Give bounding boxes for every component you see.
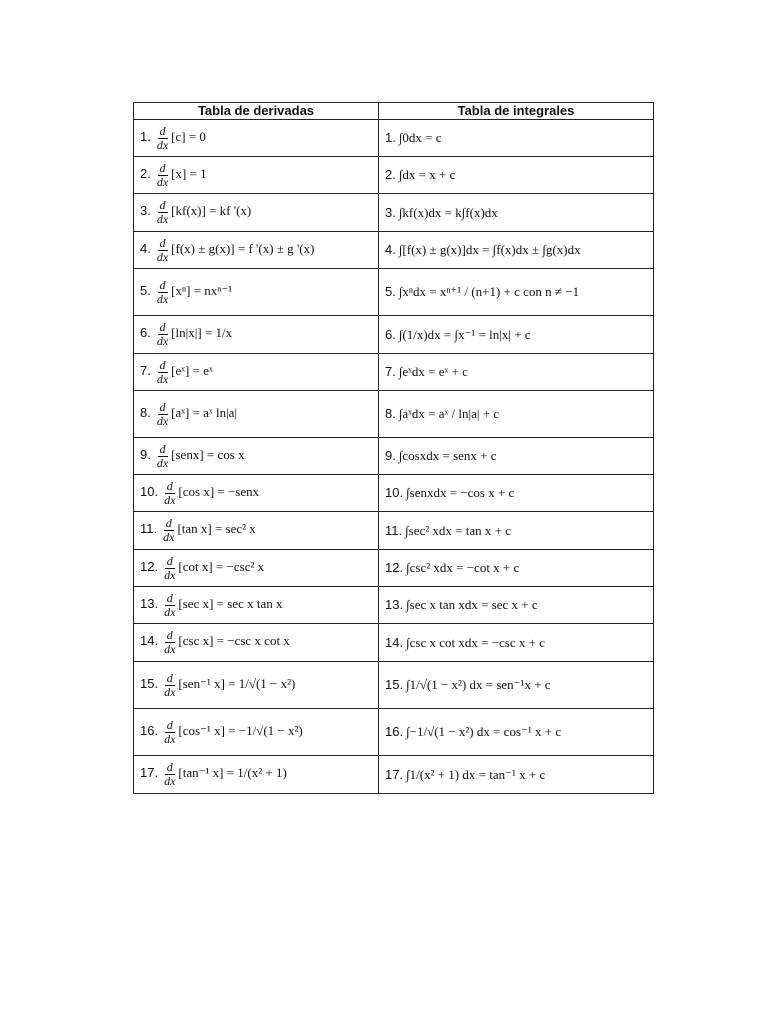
- derivative-cell: [134, 316, 379, 354]
- operator-numerator: d: [166, 717, 173, 732]
- derivative-cell: [134, 438, 379, 475]
- derivative-formula: [154, 320, 233, 348]
- table-row: [134, 709, 654, 756]
- derivative-formula: [154, 357, 213, 386]
- integral-formula: ∫dx = x + c: [398, 167, 456, 182]
- derivative-formula: [154, 235, 315, 264]
- integral-cell: [379, 587, 654, 624]
- integral-number: 5.: [385, 284, 396, 299]
- derivative-operator: [155, 162, 170, 188]
- integral-number: 7.: [385, 364, 396, 379]
- operator-denominator: dx: [164, 604, 176, 619]
- derivative-cell: [134, 550, 379, 587]
- derivative-operator: [155, 125, 170, 151]
- derivative-cell: [134, 709, 379, 756]
- derivative-expression: [kf(x)] = kf '(x): [171, 203, 252, 219]
- formula-table: [133, 102, 654, 794]
- integral-formula: ∫kf(x)dx = k∫f(x)dx: [398, 204, 498, 220]
- derivative-formula: [161, 760, 287, 788]
- integral-formula: ∫cosxdx = senx + c: [398, 448, 497, 463]
- operator-numerator: d: [166, 628, 173, 643]
- integral-formula: ∫senxdx = −cos x + c: [406, 485, 515, 500]
- derivative-expression: [f(x) ± g(x)] = f '(x) ± g '(x): [171, 240, 315, 256]
- integral-number: 3.: [385, 204, 396, 220]
- derivative-formula: [154, 277, 233, 306]
- derivative-formula: [154, 160, 207, 189]
- table-row: [134, 587, 654, 624]
- operator-numerator: d: [165, 516, 172, 531]
- operator-numerator: d: [159, 320, 166, 335]
- derivative-expression: [c] = 0: [171, 128, 206, 144]
- derivative-cell: [134, 391, 379, 438]
- derivative-number: 16.: [140, 722, 159, 738]
- derivative-cell: [134, 475, 379, 512]
- derivative-cell: [134, 232, 379, 269]
- derivative-expression: [x] = 1: [171, 165, 207, 181]
- derivative-formula: [161, 670, 296, 699]
- table-header-row: [134, 103, 654, 120]
- integral-cell: [379, 316, 654, 354]
- derivative-number: 17.: [140, 765, 159, 781]
- derivative-cell: [134, 354, 379, 391]
- integral-cell: [379, 475, 654, 512]
- derivative-formula: [160, 516, 256, 544]
- table-row: [134, 269, 654, 316]
- integral-number: 4.: [385, 242, 396, 257]
- operator-numerator: d: [166, 670, 173, 685]
- integral-formula: ∫−1/√(1 − x²) dx = cos⁻¹ x + c: [406, 724, 562, 739]
- derivative-formula: [154, 399, 238, 428]
- integral-cell: [379, 157, 654, 194]
- integral-number: 12.: [385, 560, 404, 575]
- table-row: [134, 120, 654, 157]
- derivative-number: 1.: [140, 128, 151, 144]
- integral-number: 15.: [385, 677, 404, 692]
- operator-denominator: dx: [164, 492, 176, 507]
- derivative-operator: [155, 279, 170, 305]
- table-row: [134, 194, 654, 232]
- integral-cell: [379, 194, 654, 232]
- integral-cell: [379, 709, 654, 756]
- integral-formula: ∫[f(x) ± g(x)]dx = ∫f(x)dx ± ∫g(x)dx: [398, 242, 581, 257]
- integral-formula: ∫csc² xdx = −cot x + c: [406, 560, 520, 575]
- derivative-expression: [senx] = cos x: [171, 446, 245, 462]
- derivative-number: 13.: [140, 595, 159, 611]
- derivative-cell: [134, 157, 379, 194]
- integral-cell: [379, 391, 654, 438]
- derivative-cell: [134, 512, 379, 550]
- integral-number: 16.: [385, 724, 404, 739]
- operator-numerator: d: [166, 760, 173, 775]
- derivative-number: 7.: [140, 362, 151, 378]
- integral-number: 11.: [385, 522, 403, 538]
- operator-denominator: dx: [156, 137, 169, 152]
- operator-numerator: d: [159, 198, 166, 213]
- operator-denominator: dx: [156, 249, 169, 264]
- operator-denominator: dx: [156, 291, 169, 306]
- table-row: [134, 157, 654, 194]
- integral-formula: ∫1/(x² + 1) dx = tan⁻¹ x + c: [406, 766, 546, 782]
- table-row: [134, 624, 654, 662]
- derivative-expression: [tan x] = sec² x: [177, 521, 256, 537]
- integral-cell: [379, 120, 654, 157]
- integral-cell: [379, 624, 654, 662]
- operator-denominator: dx: [163, 530, 175, 544]
- integral-formula: ∫sec x tan xdx = sec x + c: [406, 597, 538, 612]
- derivative-number: 14.: [140, 633, 159, 649]
- derivative-number: 9.: [140, 446, 151, 462]
- derivative-cell: [134, 194, 379, 232]
- integral-number: 13.: [385, 597, 404, 612]
- derivative-operator: [155, 321, 170, 347]
- derivative-number: 5.: [140, 282, 151, 298]
- derivative-cell: [134, 587, 379, 624]
- derivative-formula: [154, 441, 245, 470]
- derivative-expression: [eˣ] = eˣ: [171, 362, 213, 378]
- integral-formula: ∫aˣdx = aˣ / ln|a| + c: [398, 406, 500, 421]
- derivative-operator: [155, 401, 170, 427]
- table-row: [134, 232, 654, 269]
- derivative-number: 15.: [140, 675, 159, 691]
- integral-number: 8.: [385, 406, 396, 421]
- derivative-number: 8.: [140, 404, 151, 420]
- operator-denominator: dx: [156, 413, 169, 428]
- derivative-operator: [162, 480, 177, 506]
- operator-denominator: dx: [156, 174, 169, 189]
- integral-cell: [379, 354, 654, 391]
- derivative-cell: [134, 756, 379, 794]
- integral-cell: [379, 662, 654, 709]
- derivative-number: 2.: [140, 165, 151, 181]
- derivative-expression: [aˣ] = aˣ ln|a|: [171, 404, 238, 420]
- integrals-heading: Tabla de integrales: [379, 103, 654, 120]
- derivative-expression: [csc x] = −csc x cot x: [178, 633, 290, 649]
- operator-numerator: d: [166, 590, 173, 605]
- operator-denominator: dx: [156, 334, 169, 348]
- derivative-expression: [cos x] = −senx: [178, 483, 260, 499]
- derivative-formula: [161, 628, 290, 656]
- table-row: [134, 662, 654, 709]
- operator-denominator: dx: [156, 212, 169, 226]
- operator-numerator: d: [159, 123, 166, 138]
- derivative-formula: [161, 553, 265, 582]
- derivative-operator: [162, 629, 177, 655]
- derivative-cell: [134, 120, 379, 157]
- derivative-operator: [162, 555, 177, 581]
- integral-number: 1.: [385, 130, 396, 145]
- derivative-expression: [cos⁻¹ x] = −1/√(1 − x²): [178, 722, 303, 738]
- derivative-operator: [161, 517, 176, 543]
- derivative-formula: [161, 717, 303, 746]
- operator-denominator: dx: [164, 774, 176, 788]
- operator-numerator: d: [159, 235, 166, 250]
- integral-cell: [379, 512, 654, 550]
- integral-cell: [379, 550, 654, 587]
- derivative-expression: [cot x] = −csc² x: [178, 558, 265, 574]
- derivative-cell: [134, 269, 379, 316]
- table-row: [134, 354, 654, 391]
- derivative-expression: [sen⁻¹ x] = 1/√(1 − x²): [178, 675, 296, 691]
- derivative-cell: [134, 662, 379, 709]
- integral-number: 10.: [385, 485, 404, 500]
- operator-denominator: dx: [156, 371, 169, 386]
- derivative-operator: [155, 443, 170, 469]
- integral-number: 6.: [385, 326, 396, 342]
- table-row: [134, 391, 654, 438]
- derivative-expression: [sec x] = sec x tan x: [178, 595, 283, 611]
- table-row: [134, 438, 654, 475]
- table-body: [134, 120, 654, 794]
- derivative-operator: [162, 719, 177, 745]
- integral-number: 14.: [385, 634, 404, 650]
- derivative-formula: [154, 198, 252, 226]
- derivative-operator: [155, 237, 170, 263]
- integral-cell: [379, 756, 654, 794]
- derivative-formula: [154, 123, 206, 152]
- derivative-operator: [162, 672, 177, 698]
- integral-formula: ∫1/√(1 − x²) dx = sen⁻¹x + c: [406, 677, 551, 692]
- integral-formula: ∫0dx = c: [398, 130, 442, 145]
- derivative-number: 3.: [140, 203, 151, 219]
- integral-formula: ∫eˣdx = eˣ + c: [398, 364, 468, 379]
- integral-formula: ∫(1/x)dx = ∫x⁻¹ = ln|x| + c: [398, 326, 531, 342]
- operator-numerator: d: [159, 357, 166, 372]
- integral-cell: [379, 232, 654, 269]
- operator-denominator: dx: [156, 455, 169, 470]
- operator-denominator: dx: [164, 642, 176, 656]
- derivative-number: 6.: [140, 325, 151, 341]
- integral-formula: ∫sec² xdx = tan x + c: [405, 522, 511, 538]
- integral-cell: [379, 269, 654, 316]
- derivative-formula: [161, 478, 260, 507]
- derivative-number: 12.: [140, 558, 159, 574]
- derivative-operator: [155, 199, 170, 225]
- derivative-operator: [162, 761, 177, 787]
- operator-numerator: d: [159, 277, 166, 292]
- integral-formula: ∫xⁿdx = xⁿ⁺¹ / (n+1) + c con n ≠ −1: [398, 284, 580, 299]
- integral-number: 9.: [385, 448, 396, 463]
- table-row: [134, 316, 654, 354]
- table-row: [134, 756, 654, 794]
- integral-number: 2.: [385, 167, 396, 182]
- table-row: [134, 550, 654, 587]
- derivative-cell: [134, 624, 379, 662]
- integral-number: 17.: [385, 766, 404, 782]
- operator-denominator: dx: [164, 567, 176, 582]
- derivative-number: 4.: [140, 240, 151, 256]
- derivative-expression: [ln|x|] = 1/x: [171, 325, 233, 341]
- derivative-expression: [xⁿ] = nxⁿ⁻¹: [171, 282, 233, 298]
- operator-numerator: d: [166, 553, 173, 568]
- derivative-number: 11.: [140, 521, 158, 537]
- derivative-operator: [162, 592, 177, 618]
- operator-numerator: d: [166, 478, 173, 493]
- operator-denominator: dx: [164, 684, 176, 699]
- operator-numerator: d: [159, 160, 166, 175]
- integral-formula: ∫csc x cot xdx = −csc x + c: [406, 634, 545, 650]
- derivative-number: 10.: [140, 483, 159, 499]
- table-row: [134, 475, 654, 512]
- table-row: [134, 512, 654, 550]
- derivative-operator: [155, 359, 170, 385]
- derivatives-heading: Tabla de derivadas: [134, 103, 379, 120]
- integral-cell: [379, 438, 654, 475]
- derivative-expression: [tan⁻¹ x] = 1/(x² + 1): [178, 765, 287, 781]
- operator-denominator: dx: [164, 731, 176, 746]
- derivative-formula: [161, 590, 283, 619]
- operator-numerator: d: [159, 441, 166, 456]
- operator-numerator: d: [159, 399, 166, 414]
